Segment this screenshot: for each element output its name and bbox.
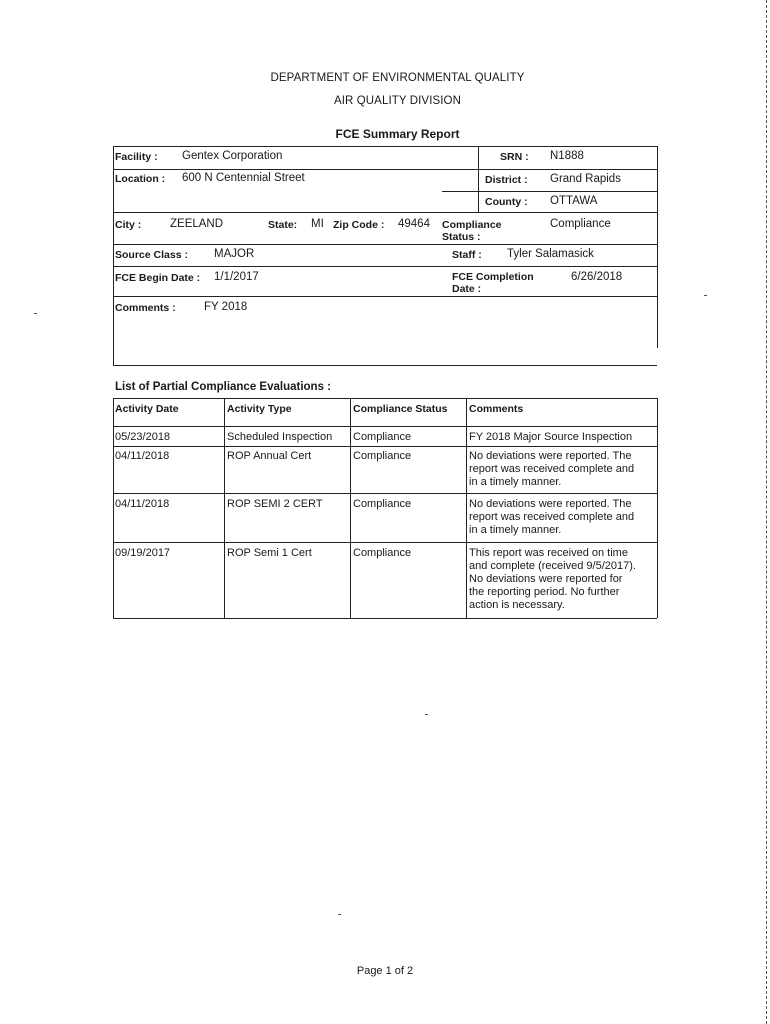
table-row-status: Compliance (353, 431, 412, 443)
fce-completion-label: FCE Completion (452, 271, 534, 283)
table-col-divider (224, 398, 225, 618)
district-label: District : (485, 174, 528, 186)
fce-completion-label-2: Date : (452, 283, 482, 295)
zip-value: 49464 (398, 218, 430, 230)
col-header-compliance-status: Compliance Status (353, 403, 448, 415)
table-row-date: 05/23/2018 (115, 431, 171, 443)
summary-rule (113, 296, 657, 297)
srn-label: SRN : (500, 151, 529, 163)
scan-speck (338, 914, 341, 915)
table-row-type: ROP SEMI 2 CERT (227, 498, 323, 510)
district-value: Grand Rapids (550, 173, 621, 185)
table-row-date: 04/11/2018 (115, 450, 170, 462)
compliance-status-label-2: Status : (442, 231, 481, 243)
table-col-divider (466, 398, 467, 618)
zip-label: Zip Code : (333, 219, 385, 231)
location-label: Location : (115, 173, 166, 185)
table-row-comment: No deviations were reported. The (469, 498, 632, 510)
table-row-comment: in a timely manner. (469, 476, 562, 488)
table-row-type: Scheduled Inspection (227, 431, 333, 443)
summary-rule (113, 244, 657, 245)
table-row-comment: No deviations were reported for (469, 573, 623, 585)
col-header-activity-date: Activity Date (115, 403, 179, 415)
table-row-comment: FY 2018 Major Source Inspection (469, 431, 633, 443)
table-row-status: Compliance (353, 547, 412, 559)
summary-border-top (113, 146, 657, 147)
table-row-comment: No deviations were reported. The (469, 450, 632, 462)
summary-border-bottom (113, 365, 657, 366)
table-row-comment: action is necessary. (469, 599, 565, 611)
table-row-comment: the reporting period. No further (469, 586, 620, 598)
facility-label: Facility : (115, 151, 158, 163)
division-heading: AIR QUALITY DIVISION (333, 95, 462, 107)
col-header-activity-type: Activity Type (227, 403, 292, 415)
table-row-comment: report was received complete and (469, 511, 635, 523)
compliance-status-value: Compliance (550, 218, 611, 230)
table-row-date: 04/11/2018 (115, 498, 170, 510)
summary-border-left (113, 146, 114, 365)
county-value: OTTAWA (550, 195, 598, 207)
table-row-comment: in a timely manner. (469, 524, 562, 536)
table-row-type: ROP Annual Cert (227, 450, 312, 462)
summary-border-right (657, 146, 658, 348)
scan-speck (425, 714, 428, 715)
comments-label: Comments : (115, 302, 176, 314)
table-row-date: 09/19/2017 (115, 547, 171, 559)
table-row-status: Compliance (353, 498, 412, 510)
table-row-type: ROP Semi 1 Cert (227, 547, 312, 559)
srn-value: N1888 (550, 150, 584, 162)
department-heading: DEPARTMENT OF ENVIRONMENTAL QUALITY (270, 72, 525, 84)
table-border-left (113, 398, 114, 618)
comments-value: FY 2018 (204, 301, 248, 313)
summary-rule (113, 266, 657, 267)
pce-list-title: List of Partial Compliance Evaluations : (115, 381, 331, 393)
fce-completion-value: 6/26/2018 (571, 271, 623, 283)
city-label: City : (115, 219, 142, 231)
facility-value: Gentex Corporation (182, 150, 283, 162)
table-row-rule (113, 542, 657, 543)
fce-begin-value: 1/1/2017 (214, 271, 259, 283)
table-header-rule (113, 426, 657, 427)
page-edge (766, 0, 768, 1024)
location-value: 600 N Centennial Street (182, 172, 305, 184)
report-title: FCE Summary Report (335, 127, 460, 141)
staff-label: Staff : (452, 249, 482, 261)
staff-value: Tyler Salamasick (507, 248, 594, 260)
state-value: MI (311, 218, 324, 230)
table-row-rule (113, 446, 657, 447)
scan-speck (704, 295, 707, 296)
table-border-top (113, 398, 657, 399)
table-row-comment: and complete (received 9/5/2017). (469, 560, 636, 572)
table-row-comment: report was received complete and (469, 463, 635, 475)
table-row-comment: This report was received on time (469, 547, 628, 559)
summary-rule (113, 212, 657, 213)
table-border-right (657, 398, 658, 618)
compliance-status-label: Compliance (442, 219, 502, 231)
page-number: Page 1 of 2 (356, 965, 414, 977)
table-col-divider (350, 398, 351, 618)
col-header-comments: Comments (469, 403, 524, 415)
table-row-status: Compliance (353, 450, 412, 462)
source-class-value: MAJOR (214, 248, 255, 260)
source-class-label: Source Class : (115, 249, 188, 261)
summary-rule (113, 169, 657, 170)
summary-rule (442, 191, 657, 192)
table-row-rule (113, 493, 657, 494)
scan-speck (34, 313, 37, 314)
fce-begin-label: FCE Begin Date : (115, 272, 201, 284)
county-label: County : (485, 196, 528, 208)
summary-divider (478, 146, 479, 212)
city-value: ZEELAND (170, 218, 224, 230)
table-border-bottom (113, 618, 657, 619)
state-label: State: (268, 219, 298, 231)
